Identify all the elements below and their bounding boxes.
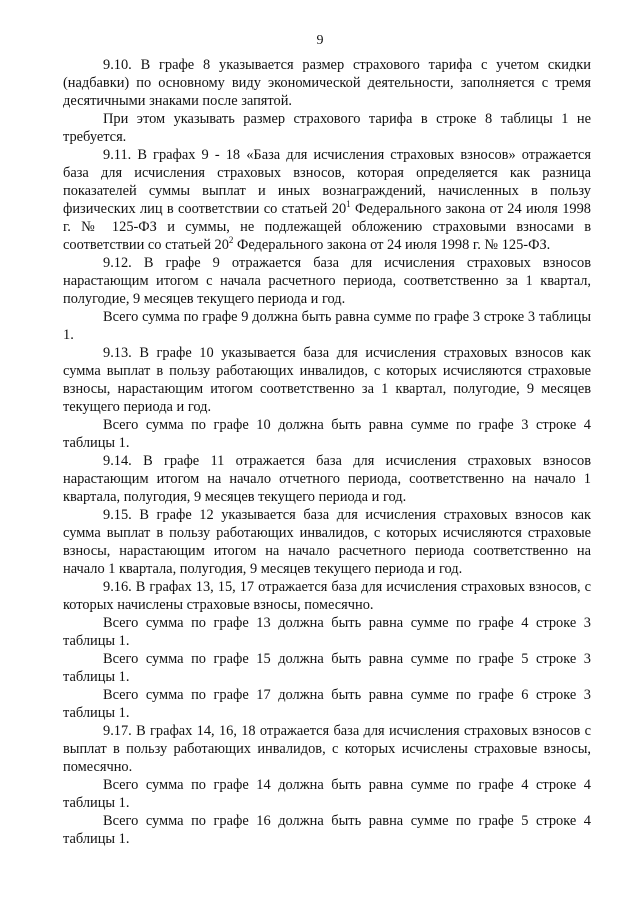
paragraph-9-11-part-a: 9.11. В графах 9 - 18 «База для исчисления страховых взносов» отражается база для исчисления страховых взносов, которая определяется как разница показателей суммы выплат и иных вознаграждений, начисленных в пользу физических лиц в соответствии со статьей 20 <box>63 147 591 217</box>
paragraph-9-10-note: При этом указывать размер страхового тарифа в строке 8 таблицы 1 не требуется. <box>63 111 591 145</box>
paragraph-9-13: 9.13. В графе 10 указывается база для исчисления страховых взносов как сумма выплат в пользу работающих инвалидов, с которых исчисляются страховые взносы, нарастающим итогом соответственно за 1 квартал, полугодие, 9 месяцев текущего периода и год. <box>63 345 591 415</box>
paragraph-9-10: 9.10. В графе 8 указывается размер страхового тарифа с учетом скидки (надбавки) по основному виду экономической деятельности, заполняется с тремя десятичными знаками после запятой. <box>63 57 591 109</box>
paragraph-9-16: 9.16. В графах 13, 15, 17 отражается база для исчисления страховых взносов, с которых начислены страховые взносы, помесячно. <box>63 579 591 613</box>
paragraph-9-14: 9.14. В графе 11 отражается база для исчисления страховых взносов нарастающим итогом на начало отчетного периода, соответственно на начало 1 квартала, полугодия, 9 месяцев текущего периода и год. <box>63 453 591 505</box>
paragraph-9-17-sum16: Всего сумма по графе 16 должна быть равна сумме по графе 5 строке 4 таблицы 1. <box>63 813 591 847</box>
paragraph-9-17-sum14: Всего сумма по графе 14 должна быть равна сумме по графе 4 строке 4 таблицы 1. <box>63 777 591 811</box>
paragraph-9-13-sum: Всего сумма по графе 10 должна быть равна сумме по графе 3 строке 4 таблицы 1. <box>63 417 591 451</box>
paragraph-9-11-part-b: Федерального закона от 24 июля 1998 г. № 125-ФЗ и суммы, не подлежащей обложению страховыми взносами в соответствии со статьей 20 <box>63 201 591 253</box>
paragraph-9-11 <box>63 146 591 254</box>
document-body <box>63 56 591 848</box>
paragraph-9-16-sum15: Всего сумма по графе 15 должна быть равна сумме по графе 5 строке 3 таблицы 1. <box>63 651 591 685</box>
paragraph-9-12-sum: Всего сумма по графе 9 должна быть равна сумме по графе 3 строке 3 таблицы 1. <box>63 309 591 343</box>
paragraph-9-16-sum17: Всего сумма по графе 17 должна быть равна сумме по графе 6 строке 3 таблицы 1. <box>63 687 591 721</box>
superscript-article-ref-1: 1 <box>346 199 351 210</box>
paragraph-9-11-part-c: Федерального закона от 24 июля 1998 г. № 125-ФЗ. <box>233 237 551 253</box>
superscript-article-ref-2: 2 <box>228 235 234 246</box>
page-number: 9 <box>316 33 324 48</box>
paragraph-9-12: 9.12. В графе 9 отражается база для исчисления страховых взносов нарастающим итогом с начала расчетного периода, соответственно за 1 квартал, полугодие, 9 месяцев текущего периода и год. <box>63 255 591 307</box>
paragraph-9-17: 9.17. В графах 14, 16, 18 отражается база для исчисления страховых взносов с выплат в пользу работающих инвалидов, с которых исчислены страховые взносы, помесячно. <box>63 723 591 775</box>
paragraph-9-15: 9.15. В графе 12 указывается база для исчисления страховых взносов как сумма выплат в пользу работающих инвалидов, с которых исчисляются страховые взносы, нарастающим итогом на начало расчетного периода соответственно на начало 1 квартала, полугодия, 9 месяцев текущего периода и год. <box>63 507 591 577</box>
paragraph-9-16-sum13: Всего сумма по графе 13 должна быть равна сумме по графе 4 строке 3 таблицы 1. <box>63 615 591 649</box>
